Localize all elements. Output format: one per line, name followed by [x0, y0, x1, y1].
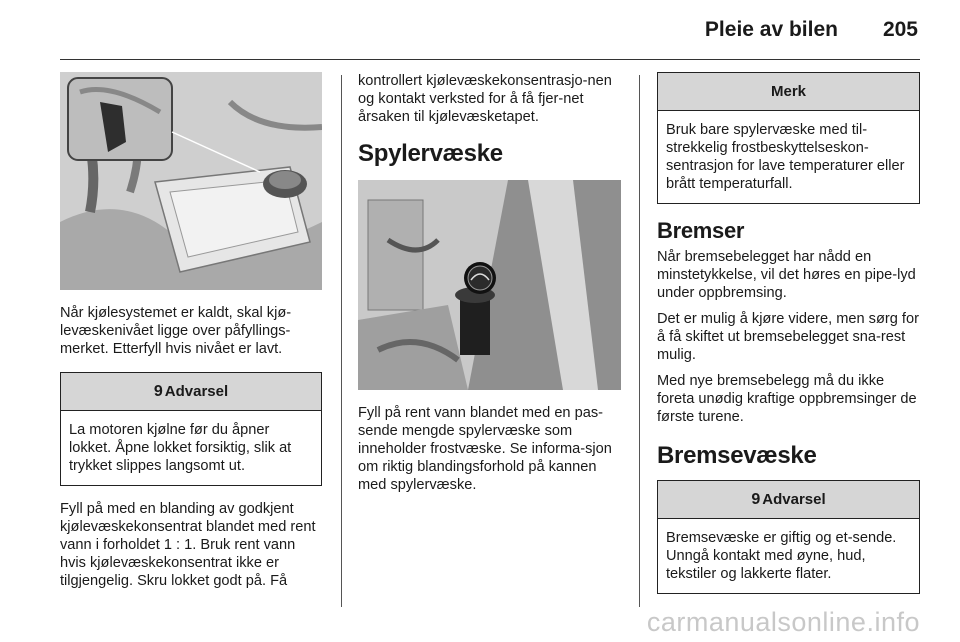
coolant-reservoir-illustration [60, 72, 322, 290]
column-divider [341, 75, 342, 607]
page-number: 205 [882, 18, 918, 41]
coolant-fill-paragraph: Fyll på med en blanding av godkjent kjølevæskekonsentrat blandet med rent vann i forholdet 1 : 1. Bruk rent vann hvis kjølevæskekonsentrat ikke er tilgjengelig. Skru lokket godt på. Få [60, 501, 316, 589]
washer-fluid-illustration [358, 180, 621, 390]
column-3 [657, 72, 920, 606]
washer-fluid-heading: Spylervæske [358, 140, 503, 167]
warning-text: Bremsevæske er giftig og et-sende. Unngå kontakt med øyne, hud, tekstiler og lakkerte flater. [666, 530, 897, 582]
note-label: Merk [770, 83, 807, 100]
warning-icon: 9 [751, 490, 761, 508]
washer-fluid-photo [358, 180, 621, 390]
warning-label: Advarsel [762, 491, 826, 508]
warning-icon: 9 [153, 382, 163, 400]
note-header [658, 73, 919, 111]
watermark: carmanualsonline.info [646, 607, 920, 637]
warning-text: La motoren kjølne før du åpner lokket. Åpne lokket forsiktig, slik at trykket slippes langsomt ut. [69, 422, 292, 474]
warning-header [61, 373, 321, 411]
warning-header [658, 481, 919, 519]
brakes-paragraph-2: Det er mulig å kjøre videre, men sørg for å få skiftet ut bremsebelegget sna-rest mulig. [657, 311, 919, 363]
brakes-paragraph-3: Med nye bremsebelegg må du ikke foreta unødig kraftige oppbremsinger de første turene. [657, 373, 917, 425]
brakes-heading: Bremser [657, 218, 745, 243]
note-text: Bruk bare spylervæske med til-strekkelig frostbeskyttelseskon-sentrasjon for lave temperaturer eller brått temperaturfall. [666, 122, 905, 192]
brakes-paragraph-1: Når bremsebelegget har nådd en minstetykkelse, vil det høres en pipe-lyd under oppbremsing. [657, 249, 916, 301]
coolant-level-paragraph: Når kjølesystemet er kaldt, skal kjø-levæskenivået ligge over påfyllings-merket. Etterfyll hvis nivået er lavt. [60, 305, 292, 357]
column-1 [60, 72, 322, 598]
page-title: Pleie av bilen [704, 18, 838, 41]
brake-fluid-heading: Bremsevæske [657, 442, 817, 469]
brake-fluid-warning-box [657, 480, 920, 594]
note-box [657, 72, 920, 204]
column-divider [639, 75, 640, 607]
coolant-check-paragraph: kontrollert kjølevæskekonsentrasjo-nen og kontakt verksted for å få fjer-net årsaken til kjølevæsketapet. [358, 73, 612, 125]
page-header [60, 0, 920, 60]
warning-box [60, 372, 322, 486]
column-2 [358, 72, 621, 502]
coolant-reservoir-photo [60, 72, 322, 290]
warning-label: Advarsel [164, 383, 229, 400]
washer-fluid-paragraph: Fyll på rent vann blandet med en pas-sende mengde spylervæske som inneholder frostvæske. Se informa-sjon om riktig blandingsforhold på kannen med spylervæske. [358, 405, 612, 493]
